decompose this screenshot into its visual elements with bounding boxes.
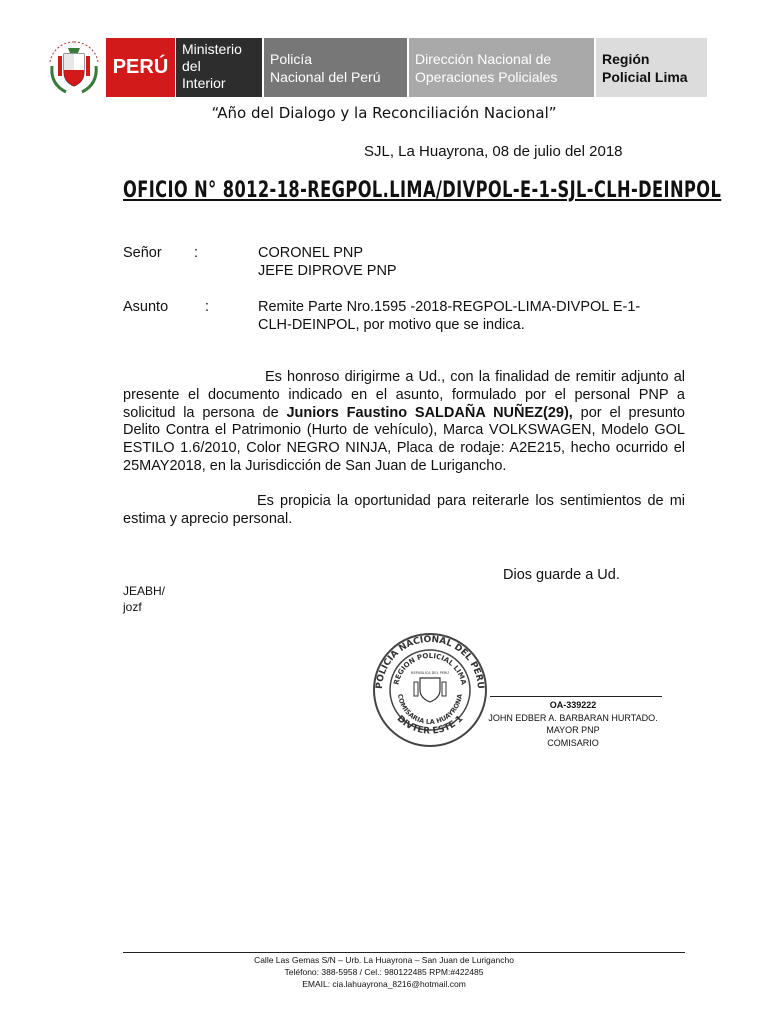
body-paragraph-2: Es propicia la oportunidad para reiterarle los sentimientos de mi estima y aprecio personal. [123, 493, 685, 527]
peru-coat-of-arms-icon [44, 36, 104, 98]
footer-divider [123, 952, 685, 953]
footer-phone: Teléfono: 388-5958 / Cel.: 980122485 RPM:#422485 [284, 967, 484, 977]
subject-colon: : [205, 299, 210, 315]
initials-line: JEABH/ [123, 584, 166, 598]
recipient-line: CORONEL PNP [258, 245, 364, 261]
subject-line: CLH-DEINPOL, por motivo que se indica. [258, 317, 525, 333]
header-ministry-line: Interior [182, 75, 226, 91]
header-ministry-line: del [182, 58, 201, 74]
stamp-inner-text: REGION POLICIAL LIMA [392, 651, 468, 686]
svg-text:REGION POLICIAL LIMA [392, 652, 467, 686]
signature-role: COMISARIO [547, 738, 599, 748]
stamp-outer-text: POLICIA NACIONAL DEL PERU [374, 634, 486, 690]
year-motto: “Año del Dialogo y la Reconciliación Nacional” [211, 104, 557, 122]
signature-line [490, 696, 662, 697]
oficio-title: OFICIO N° 8012-18-REGPOL.LIMA/DIVPOL-E-1-SJL-CLH-DEINPOL [123, 178, 722, 203]
header-police-box [264, 38, 407, 97]
header-ministry-line: Ministerio [182, 41, 242, 57]
header-police-line: Policía [270, 51, 313, 67]
header-police-line: Nacional del Perú [270, 69, 381, 85]
header-peru-box [106, 38, 175, 97]
closing: Dios guarde a Ud. [503, 567, 620, 583]
header-region-box [596, 38, 707, 97]
body-p1-end: por el presunto Delito Contra el Patrimonio (Hurto de vehículo), Marca VOLKSWAGEN, Modelo GOL ESTILO 1.6/2010, Color NEGRO NINJA, Placa de rodaje: A2E215, hecho ocurrido el 25MAY2018, en la Jurisdicción de San Juan de Lurigancho. [123, 404, 685, 474]
header-direction-box [409, 38, 594, 97]
recipient-line: JEFE DIPROVE PNP [258, 263, 397, 279]
signature-name: JOHN EDBER A. BARBARAN HURTADO. [488, 713, 658, 723]
police-stamp-icon [368, 628, 492, 748]
signature-rank: MAYOR PNP [546, 725, 600, 735]
header-direction-line: Operaciones Policiales [415, 69, 558, 85]
footer-address: Calle Las Gemas S/N – Urb. La Huayrona – San Juan de Lurigancho [254, 955, 514, 965]
body-paragraph-1 [123, 369, 685, 476]
header-region-line: Región [602, 51, 650, 67]
header-ministry-box [176, 38, 262, 97]
body-p1-bold: Juniors Faustino SALDAÑA NUÑEZ(29), [286, 404, 573, 421]
signature-code: OA-339222 [549, 700, 597, 710]
stamp-bottom-text: DIVTER ESTE 1 [394, 713, 466, 737]
footer-email: EMAIL: cia.lahuayrona_8216@hotmail.com [302, 979, 466, 989]
stamp-small-text: REPUBLICA DEL PERU [411, 671, 449, 675]
header-region-line: Policial Lima [602, 69, 688, 85]
body-p1-start: Es honroso dirigirme a Ud., con la finalidad de remitir adjunto al presente el documento indicado en el asunto, formulado por el personal PNP a solicitud la persona de [123, 369, 685, 421]
recipient-colon: : [194, 245, 199, 261]
header-direction-line: Dirección Nacional de [415, 51, 552, 67]
header-peru-label: PERÚ [112, 56, 169, 78]
date-line: SJL, La Huayrona, 08 de julio del 2018 [364, 143, 623, 160]
recipient-label: Señor [123, 245, 162, 261]
subject-line: Remite Parte Nro.1595 -2018-REGPOL-LIMA-DIVPOL E-1- [258, 299, 641, 315]
subject-label: Asunto [123, 299, 169, 315]
initials-line: jozf [123, 600, 142, 614]
stamp-inner-bottom-text: COMISARIA LA HUAYRONA [396, 693, 464, 727]
